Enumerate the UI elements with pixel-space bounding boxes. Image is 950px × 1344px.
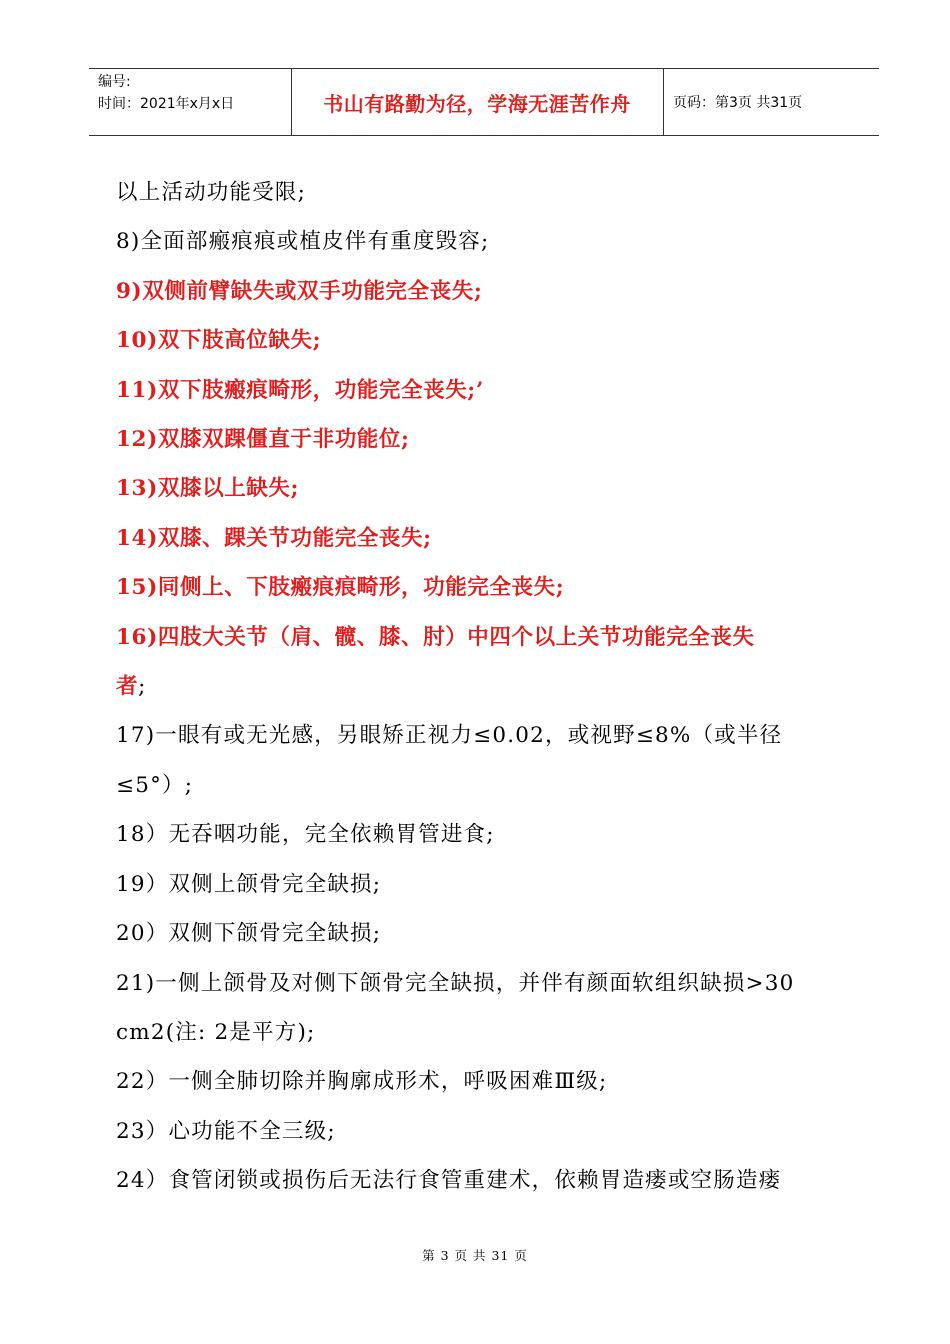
list-item-continuation: cm2(注: 2是平方); bbox=[116, 1019, 316, 1045]
list-item: 23）心功能不全三级; bbox=[116, 1118, 336, 1144]
list-item: 17)一眼有或无光感，另眼矫正视力≤0.02，或视野≤8%（或半径 bbox=[116, 723, 783, 749]
list-item: 22）一侧全肺切除并胸廓成形术，呼吸困难Ⅲ级; bbox=[116, 1069, 608, 1095]
list-item-highlighted: 11)双下肢瘢痕畸形，功能完全丧失;’ bbox=[116, 377, 484, 403]
header-motto: 书山有路勤为径，学海无涯苦作舟 bbox=[323, 91, 631, 116]
list-item-highlighted: 13)双膝以上缺失; bbox=[116, 476, 300, 502]
list-item-highlighted: 14)双膝、踝关节功能完全丧失; bbox=[116, 525, 432, 551]
page-header bbox=[89, 68, 879, 136]
list-item: 18）无吞咽功能，完全依赖胃管进食; bbox=[116, 822, 495, 848]
list-item-highlighted: 12)双膝双踝僵直于非功能位; bbox=[116, 427, 410, 453]
header-divider-right bbox=[663, 69, 664, 135]
continuation-text: 者 bbox=[116, 674, 139, 700]
continuation-punctuation: ; bbox=[138, 674, 146, 700]
page-footer: 第 3 页 共 31 页 bbox=[422, 1248, 528, 1263]
document-body bbox=[116, 168, 856, 1206]
list-item-highlighted: 9)双侧前臂缺失或双手功能完全丧失; bbox=[116, 278, 483, 304]
document-number-label: 编号: bbox=[98, 74, 131, 90]
list-item: 20）双侧下颌骨完全缺损; bbox=[116, 921, 382, 947]
list-item: 24）食管闭锁或损伤后无法行食管重建术，依赖胃造瘘或空肠造瘘 bbox=[116, 1168, 782, 1194]
header-page-info: 页码：第3页 共31页 bbox=[673, 95, 803, 111]
list-item: 8)全面部瘢痕痕或植皮伴有重度毁容; bbox=[116, 229, 490, 255]
list-item: 19）双侧上颌骨完全缺损; bbox=[116, 871, 382, 897]
header-meta bbox=[98, 71, 234, 115]
list-item: 21)一侧上颌骨及对侧下颌骨完全缺损，并伴有颜面软组织缺损>30 bbox=[116, 970, 795, 996]
list-item-highlighted: 16)四肢大关节（肩、髋、膝、肘）中四个以上关节功能完全丧失 bbox=[116, 624, 755, 650]
list-item-highlighted-continuation bbox=[116, 662, 856, 711]
list-item-highlighted: 15)同侧上、下肢瘢痕痕畸形，功能完全丧失; bbox=[116, 575, 565, 601]
list-item-continuation: ≤5°）; bbox=[116, 772, 194, 798]
body-line: 以上活动功能受限; bbox=[116, 180, 307, 205]
list-item-highlighted: 10)双下肢高位缺失; bbox=[116, 328, 322, 354]
document-time-label: 时间：2021年x月x日 bbox=[98, 96, 235, 112]
